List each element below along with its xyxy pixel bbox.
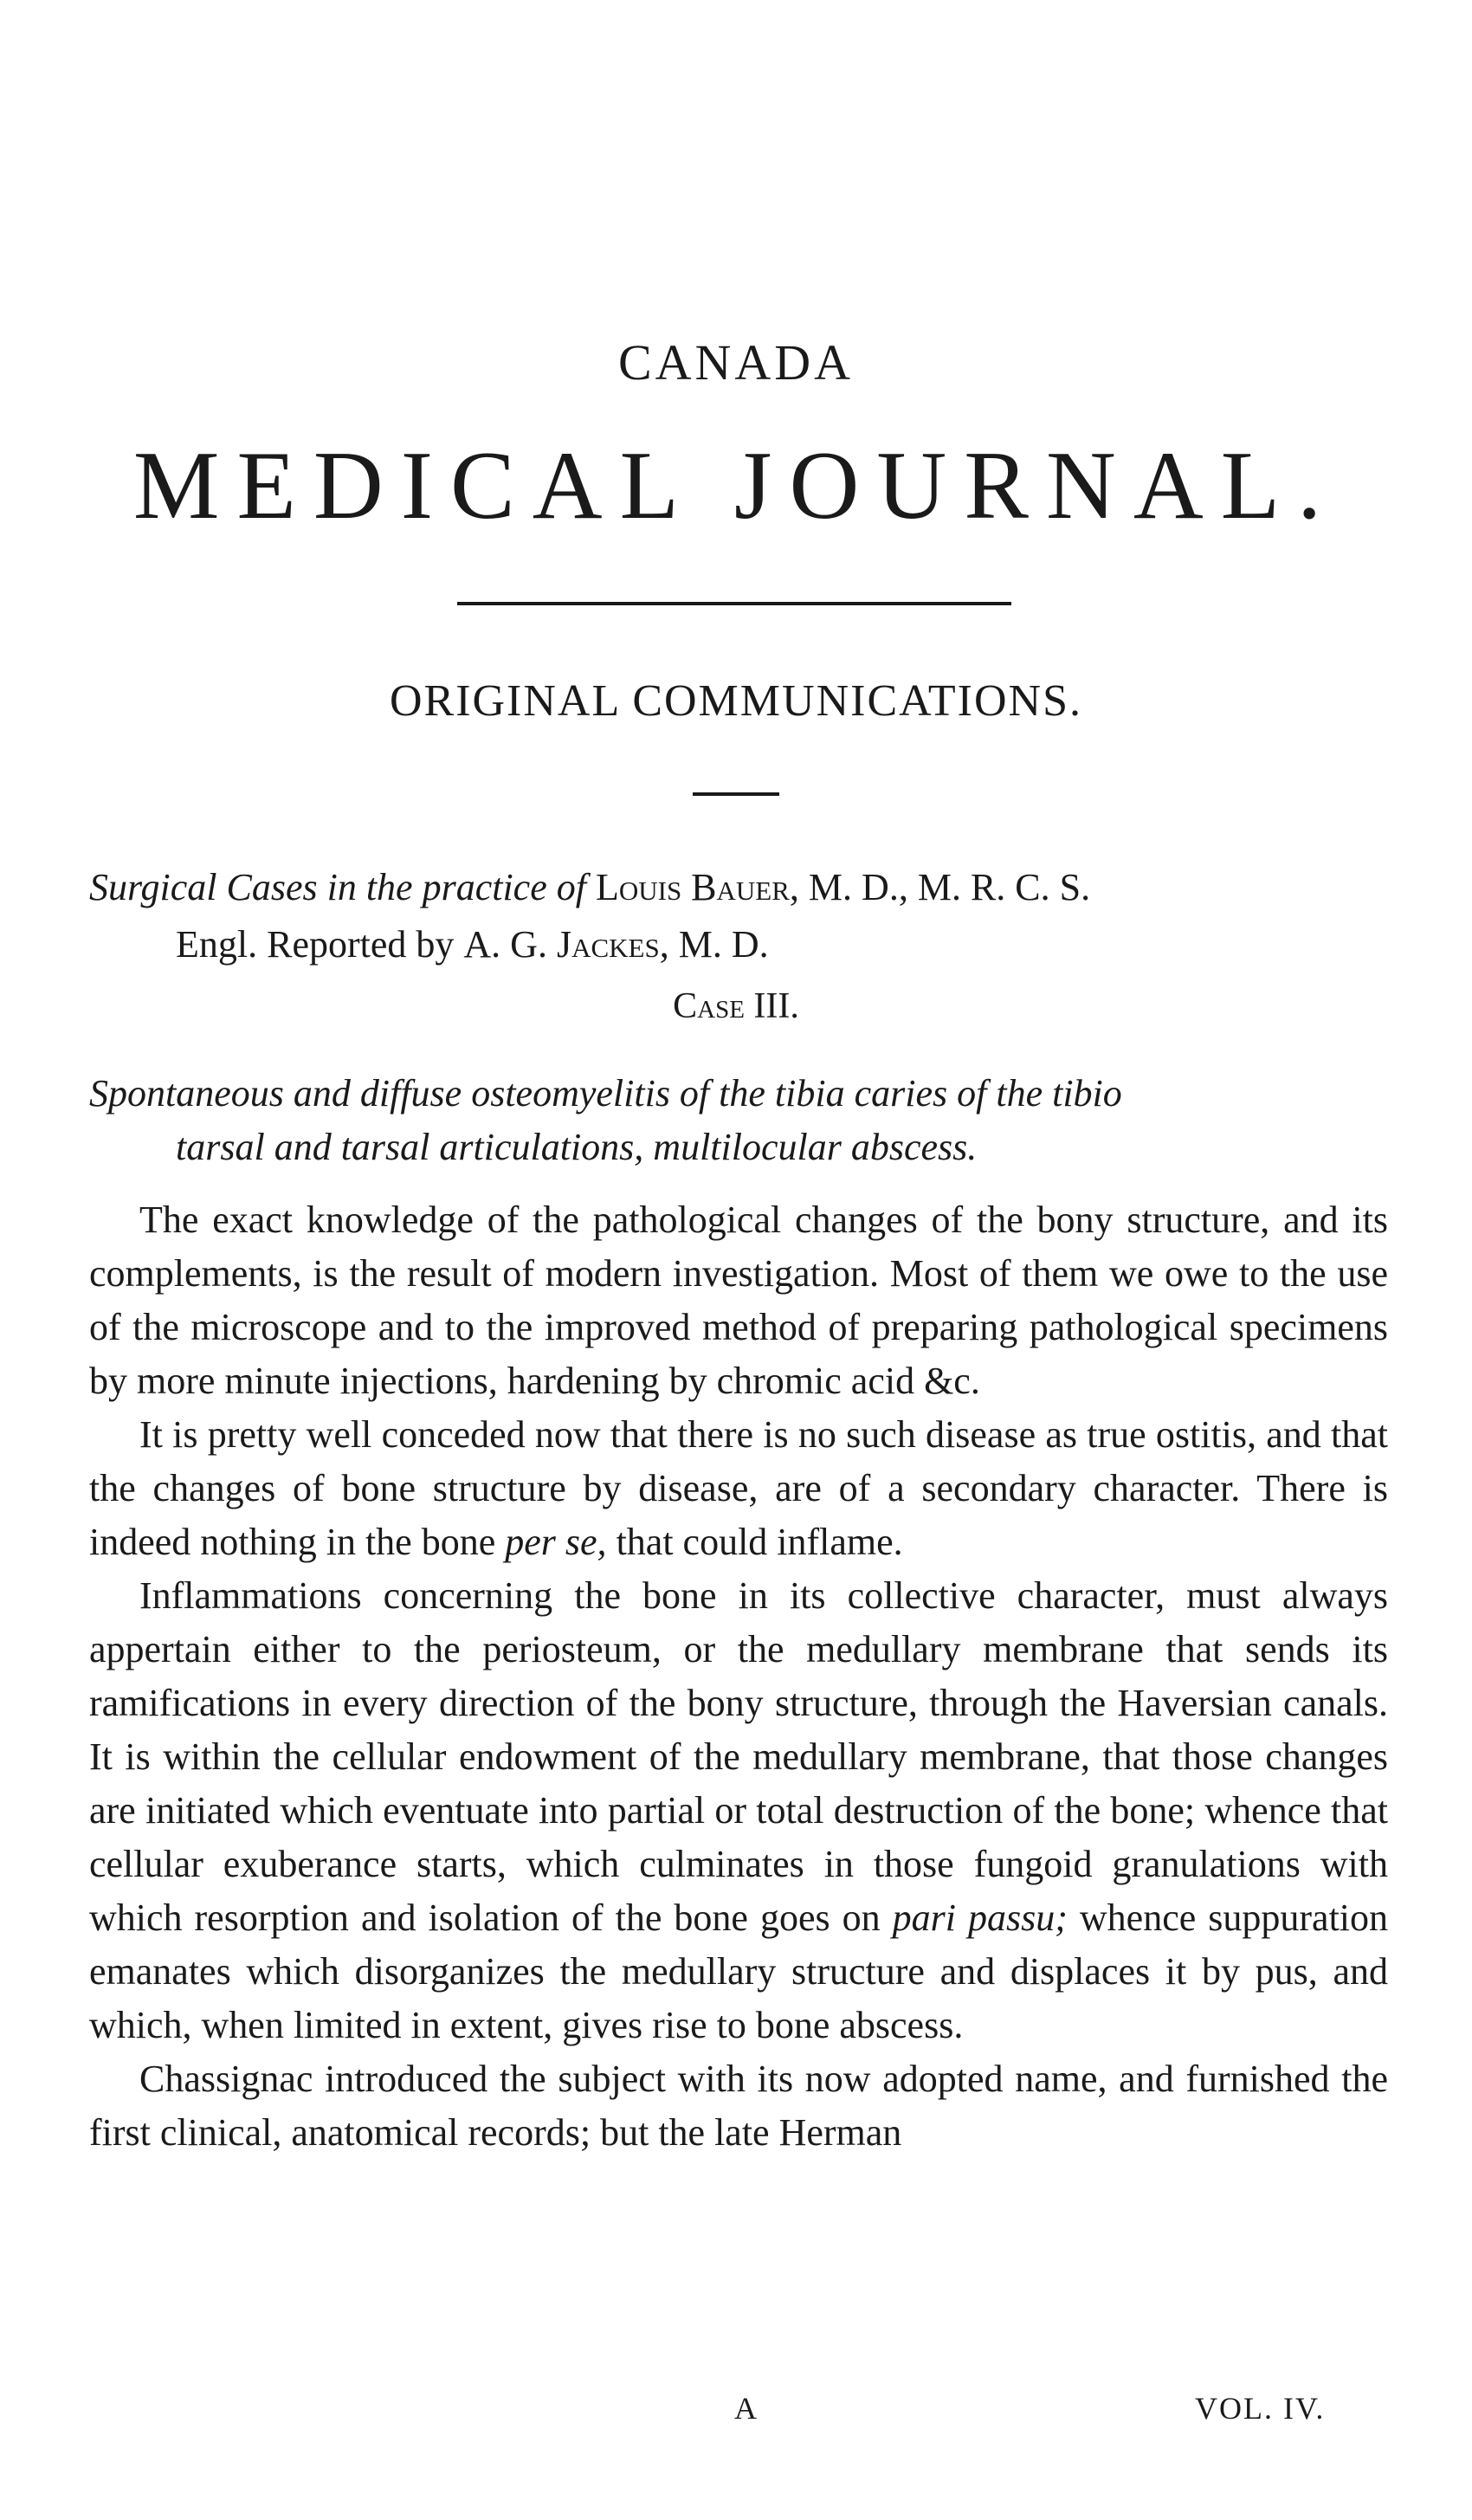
title-divider [457, 602, 1011, 605]
case-number: Case III. [673, 986, 799, 1026]
reporter-name: A. G. Jackes, [463, 923, 669, 966]
case-title [89, 1067, 1388, 1174]
paragraph-1: The exact knowledge of the pathological changes of the bony structure, and its complements, is the result of modern investigation. Most of them we owe to the use of the microscope and to the improved method of preparing pathological specimens by more minute injections, hardening by chromic acid &c. [89, 1199, 1388, 1402]
reporter-degree: M. D. [678, 923, 769, 966]
author-name: Louis Bauer, [595, 866, 799, 908]
article-body [89, 1193, 1388, 2160]
article-byline [89, 859, 1388, 973]
signature-mark: A [734, 2391, 757, 2426]
journal-title-canada: CANADA [617, 334, 855, 391]
author-degrees: M. D., M. R. C. S. [808, 866, 1091, 908]
case-title-line-1: Spontaneous and diffuse osteomyelitis of the tibia caries of the tibio [89, 1072, 1122, 1115]
section-heading: ORIGINAL COMMUNICATIONS. [389, 676, 1083, 726]
page-footer [0, 2390, 1472, 2442]
byline-line-1 [89, 859, 1388, 916]
reported-by-prefix: Engl. Reported by [176, 923, 455, 966]
paragraph-2: It is pretty well conceded now that there is no such disease as true ostitis, and that the changes of bone structure by disease, are of a secondary character. There is indeed nothing in the bone per se, that could inflame. [89, 1413, 1388, 1563]
pari-passu-italic: pari passu; [892, 1896, 1068, 1939]
paragraph-4: Chassignac introduced the subject with its now adopted name, and furnished the first clinical, anatomical records; but the late Herman [89, 2058, 1388, 2154]
case-title-line-2: tarsal and tarsal articulations, multilocular abscess. [176, 1126, 978, 1168]
section-divider [693, 792, 779, 796]
volume-label: VOL. IV. [1195, 2391, 1326, 2426]
per-se-italic: per se, [505, 1521, 607, 1563]
journal-title-main: MEDICAL JOURNAL. [132, 432, 1340, 540]
paragraph-3: Inflammations concerning the bone in its collective character, must always appertain either to the periosteum, or the medullary membrane that sends its ramifications in every direction of the bony structure, through the Haversian canals. It is within the cellular endowment of the medullary membrane, that those changes are initiated which eventuate into partial or total destruction of the bone; whence that cellular exuberance starts, which culminates in those fungoid granulations with which resorption and isolation of the bone goes on pari passu; whence suppuration emanates which disorganizes the medullary structure and displaces it by pus, and which, when limited in extent, gives rise to bone abscess. [89, 1574, 1389, 2046]
byline-italic-lead: Surgical Cases in the practice of [89, 866, 586, 908]
byline-line-2 [89, 916, 1388, 973]
